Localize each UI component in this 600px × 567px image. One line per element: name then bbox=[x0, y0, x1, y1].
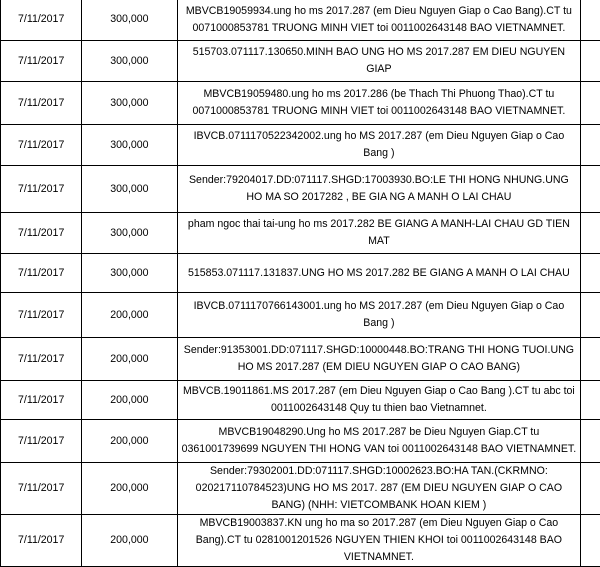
description-cell: MBVCB.19011861.MS 2017.287 (em Dieu Nguyen Giap o Cao Bang ).CT tu abc toi 0011002643148 Quy tu thien bao Vietnamnet. bbox=[177, 381, 581, 420]
description-cell: Sender:79204017.DD:071117.SHGD:17003930.BO:LE THI HONG NHUNG.UNG HO MA SO 2017282 , BE GIA NG A MANH O LAI CHAU bbox=[177, 166, 581, 213]
date-cell: 7/11/2017 bbox=[1, 254, 82, 293]
empty-cell bbox=[581, 515, 600, 567]
empty-cell bbox=[581, 125, 600, 166]
date-cell: 7/11/2017 bbox=[1, 463, 82, 515]
table-row bbox=[1, 0, 600, 41]
empty-cell bbox=[581, 82, 600, 125]
amount-cell: 200,000 bbox=[82, 381, 177, 420]
description-cell: Sender:91353001.DD:071117.SHGD:10000448.BO:TRANG THI HONG TUOI.UNG HO MS 2017.287 (EM DIEU NGUYEN GIAP O CAO BANG) bbox=[177, 338, 581, 381]
amount-cell: 200,000 bbox=[82, 338, 177, 381]
date-cell: 7/11/2017 bbox=[1, 515, 82, 567]
empty-cell bbox=[581, 166, 600, 213]
table-row bbox=[1, 515, 600, 567]
date-cell: 7/11/2017 bbox=[1, 166, 82, 213]
empty-cell bbox=[581, 381, 600, 420]
table-row bbox=[1, 381, 600, 420]
table-row bbox=[1, 463, 600, 515]
amount-cell: 300,000 bbox=[82, 125, 177, 166]
description-cell: MBVCB19048290.Ung ho MS 2017.287 be Dieu Nguyen Giap.CT tu 0361001739699 NGUYEN THI HONG VAN toi 0011002643148 BAO VIETNAMNET. bbox=[177, 420, 581, 463]
table-row bbox=[1, 41, 600, 82]
table-row bbox=[1, 213, 600, 254]
description-cell: MBVCB19059480.ung ho ms 2017.286 (be Thach Thi Phuong Thao).CT tu 0071000853781 TRUONG MINH VIET toi 0011002643148 BAO VIETNAMNET. bbox=[177, 82, 581, 125]
empty-cell bbox=[581, 420, 600, 463]
amount-cell: 200,000 bbox=[82, 293, 177, 338]
amount-cell: 200,000 bbox=[82, 515, 177, 567]
date-cell: 7/11/2017 bbox=[1, 213, 82, 254]
table-row bbox=[1, 293, 600, 338]
empty-cell bbox=[581, 41, 600, 82]
date-cell: 7/11/2017 bbox=[1, 125, 82, 166]
empty-cell bbox=[581, 0, 600, 41]
date-cell: 7/11/2017 bbox=[1, 41, 82, 82]
description-cell: IBVCB.0711170522342002.ung ho MS 2017.287 (em Dieu Nguyen Giap o Cao Bang ) bbox=[177, 125, 581, 166]
date-cell: 7/11/2017 bbox=[1, 338, 82, 381]
table-row bbox=[1, 82, 600, 125]
amount-cell: 300,000 bbox=[82, 254, 177, 293]
description-cell: Sender:79302001.DD:071117.SHGD:10002623.BO:HA TAN.(CKRMNO: 020217110784523)UNG HO MS 2017. 287 (EM DIEU NGUYEN GIAP O CAO BANG) (NHH: VIETCOMBANK HOAN KIEM ) bbox=[177, 463, 581, 515]
table-row bbox=[1, 166, 600, 213]
description-cell: IBVCB.0711170766143001.ung ho MS 2017.287 (em Dieu Nguyen Giap o Cao Bang ) bbox=[177, 293, 581, 338]
amount-cell: 200,000 bbox=[82, 420, 177, 463]
date-cell: 7/11/2017 bbox=[1, 293, 82, 338]
amount-cell: 300,000 bbox=[82, 41, 177, 82]
date-cell: 7/11/2017 bbox=[1, 420, 82, 463]
empty-cell bbox=[581, 213, 600, 254]
amount-cell: 300,000 bbox=[82, 82, 177, 125]
table-body bbox=[1, 0, 600, 567]
amount-cell: 300,000 bbox=[82, 0, 177, 41]
description-cell: pham ngoc thai tai-ung ho ms 2017.282 BE GIANG A MANH-LAI CHAU GD TIEN MAT bbox=[177, 213, 581, 254]
empty-cell bbox=[581, 293, 600, 338]
date-cell: 7/11/2017 bbox=[1, 381, 82, 420]
description-cell: 515703.071117.130650.MINH BAO UNG HO MS 2017.287 EM DIEU NGUYEN GIAP bbox=[177, 41, 581, 82]
table-row bbox=[1, 420, 600, 463]
table-row bbox=[1, 338, 600, 381]
description-cell: 515853.071117.131837.UNG HO MS 2017.282 BE GIANG A MANH O LAI CHAU bbox=[177, 254, 581, 293]
description-cell: MBVCB19003837.KN ung ho ma so 2017.287 (em Dieu Nguyen Giap o Cao Bang).CT tu 0281001201526 NGUYEN THIEN KHOI toi 0011002643148 BAO VIETNAMNET. bbox=[177, 515, 581, 567]
date-cell: 7/11/2017 bbox=[1, 0, 82, 41]
empty-cell bbox=[581, 463, 600, 515]
table-row bbox=[1, 125, 600, 166]
empty-cell bbox=[581, 338, 600, 381]
empty-cell bbox=[581, 254, 600, 293]
amount-cell: 300,000 bbox=[82, 166, 177, 213]
amount-cell: 300,000 bbox=[82, 213, 177, 254]
description-cell: MBVCB19059934.ung ho ms 2017.287 (em Dieu Nguyen Giap o Cao Bang).CT tu 0071000853781 TRUONG MINH VIET toi 0011002643148 BAO VIETNAMNET. bbox=[177, 0, 581, 41]
amount-cell: 200,000 bbox=[82, 463, 177, 515]
date-cell: 7/11/2017 bbox=[1, 82, 82, 125]
table-row bbox=[1, 254, 600, 293]
